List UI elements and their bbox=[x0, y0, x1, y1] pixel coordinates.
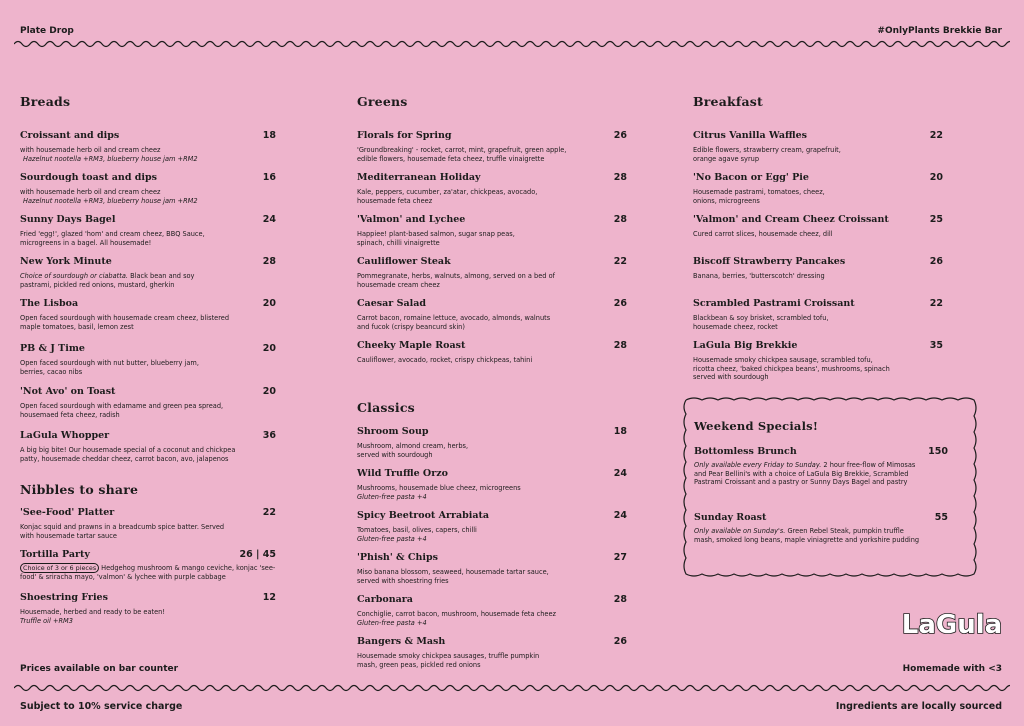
item-description: Mushroom, almond cream, herbs, served with sourdough bbox=[357, 442, 469, 459]
classics-heading: Classics bbox=[357, 400, 415, 415]
item-name: Wild Truffle Orzo bbox=[357, 468, 448, 479]
menu-item-shoestring-fries bbox=[20, 592, 276, 625]
item-description: Miso banana blossom, seaweed, housemade tartar sauce, served with shoestring fries bbox=[357, 568, 549, 585]
bottom-wave-divider bbox=[14, 682, 1010, 694]
item-price: 20 bbox=[262, 386, 276, 397]
item-description: with housemade herb oil and cream cheez bbox=[20, 188, 161, 196]
breakfast-heading: Breakfast bbox=[693, 94, 763, 109]
header-right: #OnlyPlants Brekkie Bar bbox=[877, 26, 1002, 36]
item-description: Housemade, herbed and ready to be eaten! bbox=[20, 608, 165, 616]
item-price: 26 bbox=[613, 636, 627, 647]
item-description: Cauliflower, avocado, rocket, crispy chickpeas, tahini bbox=[357, 356, 533, 364]
nibbles-heading: Nibbles to share bbox=[20, 482, 139, 497]
menu-item-valmon-cream-cheez-croissant bbox=[693, 214, 943, 239]
item-price: 18 bbox=[262, 130, 276, 141]
menu-item-lagula-big-brekkie bbox=[693, 340, 943, 382]
item-description: Open faced sourdough with edamame and green pea spread, housemaed feta cheez, radish bbox=[20, 402, 224, 419]
item-description: Konjac squid and prawns in a breadcumb spice batter. Served with housemade tartar sauce bbox=[20, 523, 225, 540]
item-name: 'Valmon' and Lychee bbox=[357, 214, 466, 225]
menu-item-biscoff-strawberry-pancakes bbox=[693, 256, 943, 281]
locally-sourced-note: Ingredients are locally sourced bbox=[835, 701, 1002, 712]
item-name: Citrus Vanilla Waffles bbox=[693, 130, 807, 141]
item-price: 22 bbox=[929, 130, 943, 141]
item-description: Conchiglie, carrot bacon, mushroom, housemade feta cheez bbox=[357, 610, 556, 618]
item-name: 'Not Avo' on Toast bbox=[20, 386, 116, 397]
item-name: Mediterranean Holiday bbox=[357, 172, 481, 183]
item-price: 28 bbox=[613, 594, 627, 605]
item-description: Open faced sourdough with nut butter, blueberry jam, berries, cacao nibs bbox=[20, 359, 199, 376]
item-price: 26 bbox=[613, 130, 627, 141]
item-name: Scrambled Pastrami Croissant bbox=[693, 298, 855, 309]
menu-item-bottomless-brunch bbox=[694, 446, 948, 487]
item-price: 26 bbox=[613, 298, 627, 309]
item-description: Green Rebel Steak, pumpkin truffle mash, smoked long beans, maple viniagrette and yorkshire pudding bbox=[694, 527, 920, 544]
menu-item-scrambled-pastrami-croissant bbox=[693, 298, 943, 331]
menu-item-new-york-minute bbox=[20, 256, 276, 289]
item-name: Croissant and dips bbox=[20, 130, 120, 141]
pieces-choice-badge: Choice of 3 or 6 pieces bbox=[20, 563, 99, 573]
item-description: Cured carrot slices, housemade cheez, dill bbox=[693, 230, 833, 238]
menu-item-carbonara bbox=[357, 594, 627, 627]
item-name: Biscoff Strawberry Pancakes bbox=[693, 256, 846, 267]
item-name: Bottomless Brunch bbox=[694, 446, 797, 457]
item-description: A big big bite! Our housemade special of a coconut and chickpea patty, housemade cheddar cheez, carrot bacon, avo, jalapenos bbox=[20, 446, 236, 463]
item-price: 24 bbox=[262, 214, 276, 225]
menu-item-phish-and-chips bbox=[357, 552, 627, 585]
item-description: Happiee! plant-based salmon, sugar snap peas, spinach, chilli vinaigrette bbox=[357, 230, 515, 247]
menu-item-no-bacon-or-egg-pie bbox=[693, 172, 943, 205]
item-price: 28 bbox=[262, 256, 276, 267]
item-description: Fried 'egg!', glazed 'hom' and cream cheez, BBQ Sauce, microgreens in a bagel. All housemade! bbox=[20, 230, 205, 247]
item-price: 26 | 45 bbox=[239, 549, 276, 560]
item-name: Caesar Salad bbox=[357, 298, 427, 309]
menu-item-spicy-beetroot-arrabiata bbox=[357, 510, 627, 543]
item-name: 'See-Food' Platter bbox=[20, 507, 115, 518]
item-name: 'Valmon' and Cream Cheez Croissant bbox=[693, 214, 889, 225]
menu-item-florals-for-spring bbox=[357, 130, 627, 163]
item-name: 'Phish' & Chips bbox=[357, 552, 438, 563]
menu-item-croissant-and-dips bbox=[20, 130, 276, 163]
lagula-logo bbox=[902, 600, 1002, 646]
menu-item-cauliflower-steak bbox=[357, 256, 627, 289]
menu-item-wild-truffle-orzo bbox=[357, 468, 627, 501]
item-description: Mushrooms, housemade blue cheez, microgreens bbox=[357, 484, 521, 492]
item-name: Carbonara bbox=[357, 594, 413, 605]
item-name: Tortilla Party bbox=[20, 549, 90, 560]
item-price: 36 bbox=[262, 430, 276, 441]
item-price: 22 bbox=[929, 298, 943, 309]
item-description: Banana, berries, 'butterscotch' dressing bbox=[693, 272, 825, 280]
item-description: Tomatoes, basil, olives, capers, chilli bbox=[357, 526, 477, 534]
item-name: Sunny Days Bagel bbox=[20, 214, 116, 225]
item-price: 12 bbox=[262, 592, 276, 603]
menu-item-sunny-days-bagel bbox=[20, 214, 276, 247]
item-description: with housemade herb oil and cream cheez bbox=[20, 146, 161, 154]
menu-item-caesar-salad bbox=[357, 298, 627, 331]
item-description: 'Groundbreaking' - rocket, carrot, mint, grapefruit, green apple, edible flowers, housemade feta cheez, truffle vinaigrette bbox=[357, 146, 567, 163]
item-description-wrap bbox=[20, 272, 220, 289]
item-description: Kale, peppers, cucumber, za'atar, chickpeas, avocado, housemade feta cheez bbox=[357, 188, 538, 205]
item-price: 27 bbox=[613, 552, 627, 563]
item-name: Shoestring Fries bbox=[20, 592, 108, 603]
item-description-wrap bbox=[694, 527, 922, 544]
menu-item-pb-j-time bbox=[20, 343, 276, 376]
menu-item-cheeky-maple-roast bbox=[357, 340, 627, 365]
item-price: 28 bbox=[613, 172, 627, 183]
menu-item-sourdough-toast bbox=[20, 172, 276, 205]
item-description: Pommegranate, herbs, walnuts, almong, served on a bed of housemade cream cheez bbox=[357, 272, 555, 289]
item-note: Gluten-free pasta +4 bbox=[357, 534, 427, 543]
item-price: 150 bbox=[928, 446, 948, 457]
item-price: 35 bbox=[929, 340, 943, 351]
item-name: Florals for Spring bbox=[357, 130, 452, 141]
greens-heading: Greens bbox=[357, 94, 408, 109]
item-price: 22 bbox=[613, 256, 627, 267]
item-price: 22 bbox=[262, 507, 276, 518]
menu-item-sunday-roast bbox=[694, 512, 948, 544]
item-description: 2 hour free-flow of Mimosas and Pear Bellini's with a choice of LaGula Big Brekkie, Scrambled Pastrami Croissant and a pastry or Sunny Days Bagel and pastry bbox=[694, 461, 916, 487]
menu-item-see-food-platter bbox=[20, 507, 276, 540]
item-name: Sourdough toast and dips bbox=[20, 172, 158, 183]
homemade-note: Homemade with <3 bbox=[902, 664, 1002, 674]
item-note: Gluten-free pasta +4 bbox=[357, 618, 427, 627]
menu-item-valmon-and-lychee bbox=[357, 214, 627, 247]
item-name: The Lisboa bbox=[20, 298, 79, 309]
item-name: 'No Bacon or Egg' Pie bbox=[693, 172, 809, 183]
item-description: Housemade pastrami, tomatoes, cheez, onions, microgreens bbox=[693, 188, 825, 205]
item-description-wrap bbox=[694, 461, 922, 487]
item-description: Edible flowers, strawberry cream, grapefruit, orange agave syrup bbox=[693, 146, 841, 163]
item-note: Truffle oil +RM3 bbox=[20, 616, 73, 625]
item-price: 26 bbox=[929, 256, 943, 267]
menu-item-shroom-soup bbox=[357, 426, 627, 459]
item-name: LaGula Whopper bbox=[20, 430, 110, 441]
item-note: Only available every Friday to Sunday. bbox=[694, 461, 822, 469]
item-name: Spicy Beetroot Arrabiata bbox=[357, 510, 490, 521]
menu-item-mediterranean-holiday bbox=[357, 172, 627, 205]
item-description: Black bean and soy pastrami, pickled red onions, mustard, gherkin bbox=[20, 272, 195, 289]
item-description: Housemade smoky chickpea sausages, truffle pumpkin mash, green peas, pickled red onions bbox=[357, 652, 540, 669]
item-price: 20 bbox=[262, 343, 276, 354]
item-name: Cauliflower Steak bbox=[357, 256, 451, 267]
item-description: Open faced sourdough with housemade cream cheez, blistered maple tomatoes, basil, lemon zest bbox=[20, 314, 230, 331]
breads-heading: Breads bbox=[20, 94, 71, 109]
header-left: Plate Drop bbox=[20, 26, 74, 36]
item-price: 28 bbox=[613, 214, 627, 225]
menu-item-bangers-and-mash bbox=[357, 636, 627, 669]
item-name: Cheeky Maple Roast bbox=[357, 340, 466, 351]
item-note: Only available on Sunday's. bbox=[694, 527, 786, 535]
item-price: 16 bbox=[262, 172, 276, 183]
item-price: 55 bbox=[934, 512, 948, 523]
menu-item-lagula-whopper bbox=[20, 430, 276, 463]
item-price: 20 bbox=[929, 172, 943, 183]
item-price: 18 bbox=[613, 426, 627, 437]
item-description: Housemade smoky chickpea sausage, scrambled tofu, ricotta cheez, 'baked chickpea beans', mushrooms, spinach served with sourdough bbox=[693, 356, 890, 382]
item-description: Hedgehog mushroom & mango ceviche, konjac 'see-food' & sriracha mayo, 'valmon' & lychee with purple cabbage bbox=[20, 564, 276, 581]
item-name: Shroom Soup bbox=[357, 426, 429, 437]
item-note: Hazelnut nootella +RM3, blueberry house jam +RM2 bbox=[23, 154, 198, 163]
service-charge-note: Subject to 10% service charge bbox=[20, 701, 183, 712]
item-name: PB & J Time bbox=[20, 343, 85, 354]
menu-item-not-avo-on-toast bbox=[20, 386, 276, 419]
menu-item-citrus-vanilla-waffles bbox=[693, 130, 943, 163]
item-note: Choice of sourdough or ciabatta. bbox=[20, 272, 128, 280]
prices-note: Prices available on bar counter bbox=[20, 664, 179, 674]
item-price: 24 bbox=[613, 468, 627, 479]
logo-text: LaGula bbox=[902, 610, 1002, 640]
top-wave-divider bbox=[14, 38, 1010, 50]
menu-item-tortilla-party bbox=[20, 549, 276, 582]
item-price: 24 bbox=[613, 510, 627, 521]
item-note: Gluten-free pasta +4 bbox=[357, 492, 427, 501]
item-description: Blackbean & soy brisket, scrambled tofu, housemade cheez, rocket bbox=[693, 314, 829, 331]
menu-item-the-lisboa bbox=[20, 298, 276, 331]
item-name: Sunday Roast bbox=[694, 512, 767, 523]
item-name: LaGula Big Brekkie bbox=[693, 340, 798, 351]
item-description: Carrot bacon, romaine lettuce, avocado, almonds, walnuts and fucok (crispy beancurd skin) bbox=[357, 314, 551, 331]
item-price: 28 bbox=[613, 340, 627, 351]
item-description-wrap bbox=[20, 563, 276, 582]
item-note: Hazelnut nootella +RM3, blueberry house jam +RM2 bbox=[23, 196, 198, 205]
item-name: New York Minute bbox=[20, 256, 112, 267]
item-price: 20 bbox=[262, 298, 276, 309]
weekend-specials-heading: Weekend Specials! bbox=[694, 419, 819, 433]
item-price: 25 bbox=[929, 214, 943, 225]
item-name: Bangers & Mash bbox=[357, 636, 446, 647]
